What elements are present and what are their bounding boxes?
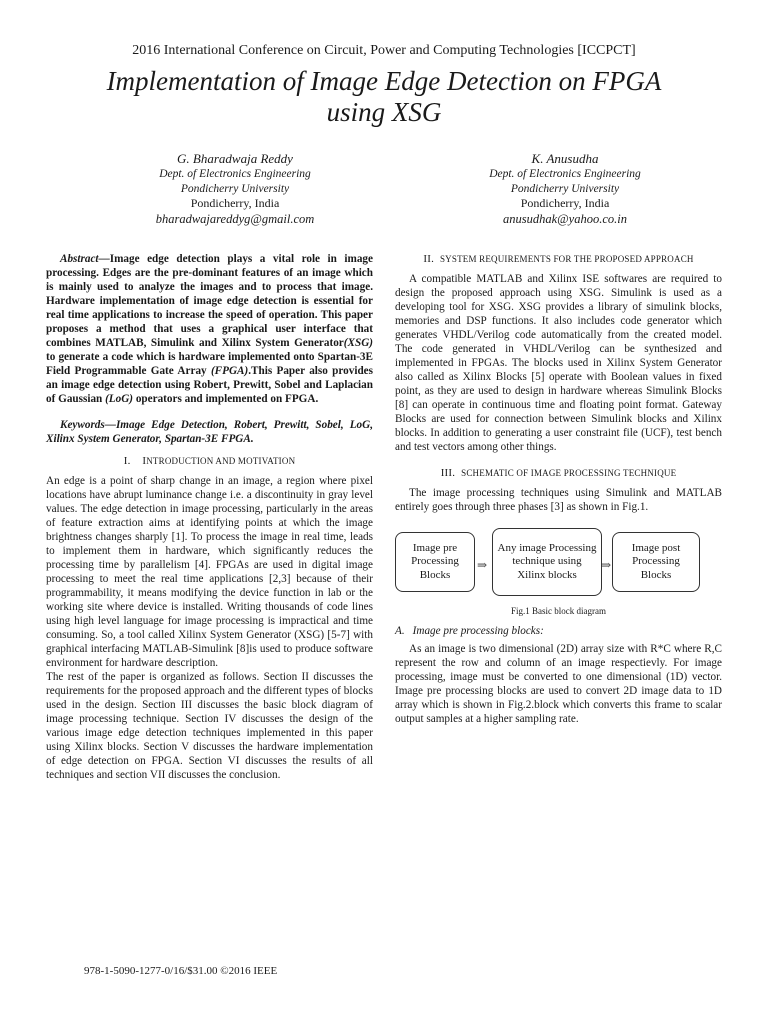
title-line-2: using XSG [326, 97, 442, 127]
subsection-heading-a: A. Image pre processing blocks: [395, 625, 544, 637]
section2-paragraph: A compatible MATLAB and Xilinx ISE softwares are required to design the proposed approach using XSG. Simulink is used as a developing tool for XSG. XSG provides a library of simulink blocks, memories and DSP functions. It also includes code generator which generates VHDL/Verilog code automatically from the created model. The code generated in VHDL/Verilog can be synthesized and implemented in FPGAs. The blocks used in Xilinx System Generator also called as Xilinx Blocks [5] operate with Boolean values in fixed point, as they are used to design in hardware whereas Simulink Blocks [8] can operate in continuous time and floating point format. Gateway Blocks are used for connection between Simulink blocks and Xilinx blocks. In addition to generating a user constraint file (UCF), test bench and test vectors among other things. [395, 273, 722, 453]
block-diagram [395, 528, 722, 600]
author-block-2 [430, 151, 700, 227]
author-name: K. Anusudha [531, 151, 599, 166]
title-line-1: Implementation of Image Edge Detection on FPGA [106, 66, 662, 96]
right-column [395, 252, 722, 726]
section-heading-1: I. INTRODUCTION AND MOTIVATION [123, 455, 296, 467]
diagram-box-xilinx-processing: Any image Processing technique using Xilinx blocks [492, 528, 602, 596]
author-dept: Dept. of Electronics Engineering [159, 168, 311, 180]
arrow-right-icon: ⇒ [601, 558, 612, 572]
author-name: G. Bharadwaja Reddy [177, 151, 293, 166]
author-city: Pondicherry, India [190, 196, 280, 210]
subsection-a-paragraph: As an image is two dimensional (2D) array size with R*C where R,C represent the row and column of an image respectievly. For image processing, image must be converted to one dimensional (1D) vector. Image pre processing blocks are used to convert 2D image data to 1D array which is shown in Fig.2.block which converts this frame to scalar output samples at a higher sampling rate. [395, 643, 722, 725]
diagram-box-pre-processing: Image pre Processing Blocks [395, 532, 475, 592]
section1-paragraph-1: An edge is a point of sharp change in an image, a region where pixel locations have abrupt luminance change i.e. a discontinuity in gray level values. The edge detection in image processing, particularly in the areas of feature extraction aims at identifying points at which the image brightness changes sharply [1]. To process the image in real time, leads to implement them in hardware, which significantly reduces the processing time by parallelism [4]. FPGAs are used in digital image processing to meet the real time applications [2,3] because of their programmability, it means modifying the device function in lab or the working site where device is installed. Writing thousands of code lines using high level language for image processing is impractical and time consuming. So, a tool called Xilinx System Generator (XSG) [5-7] with graphical interfacing MATLAB-Simulink [8]is used to produce software environment for hardware description. [46, 475, 373, 669]
author-email: bharadwajareddyg@gmail.com [155, 212, 315, 226]
diagram-box-post-processing: Image post Processing Blocks [612, 532, 700, 592]
keywords: Keywords—Image Edge Detection, Robert, Prewitt, Sobel, LoG, Xilinx System Generator, Spartan-3E FPGA. [46, 419, 373, 445]
abstract-label: Abstract [60, 253, 99, 265]
author-city: Pondicherry, India [520, 196, 610, 210]
left-column [46, 252, 373, 782]
section3-paragraph: The image processing techniques using Simulink and MATLAB entirely goes through three phases [3] as shown in Fig.1. [395, 487, 722, 513]
author-university: Pondicherry University [180, 182, 290, 195]
section-heading-3: III. SCHEMATIC OF IMAGE PROCESSING TECHNIQUE [440, 467, 677, 479]
section-heading-2: II. SYSTEM REQUIREMENTS FOR THE PROPOSED APPROACH [423, 253, 694, 265]
figure-caption: Fig.1 Basic block diagram [511, 606, 606, 616]
author-dept: Dept. of Electronics Engineering [489, 168, 641, 180]
section1-paragraph-2: The rest of the paper is organized as follows. Section II discusses the requirements for the proposed approach and the different types of blocks used in the design. Section III discusses the basic block diagram of image processing technique. Section IV discusses the design of the various image edge detection techniques implemented in this paper using Xilinx blocks. Section V discusses the hardware implementation of edge detection on FPGA. Section VI discusses the results of all techniques and section VII discusses the conclusion. [46, 671, 373, 781]
author-block-1 [100, 151, 370, 227]
author-email: anusudhak@yahoo.co.in [503, 212, 627, 226]
conference-header: 2016 International Conference on Circuit, Power and Computing Technologies [ICCPCT] [132, 43, 636, 58]
copyright-footer: 978-1-5090-1277-0/16/$31.00 ©2016 IEEE [84, 965, 278, 977]
author-university: Pondicherry University [510, 182, 620, 195]
arrow-right-icon: ⇒ [477, 558, 488, 572]
paper-title [40, 66, 728, 128]
keywords-label: Keywords [60, 419, 105, 431]
abstract: Abstract—Image edge detection plays a vital role in image processing. Edges are the pre-dominant features of an image which is mainly used to analyze the images and to process that image. Hardware implementation of image edge detection is essential for real time applications to increase the speed of operation. This paper proposes a method that uses a graphical user interface that combines MATLAB, Simulink and Xilinx System Generator(XSG) to generate a code which is hardware implemented onto Spartan-3E Field Programmable Gate Array (FPGA).This Paper also provides an image edge detection using Robert, Prewitt, Sobel and Laplacian of Gaussian (LoG) operators and implemented on FPGA. [46, 253, 373, 405]
